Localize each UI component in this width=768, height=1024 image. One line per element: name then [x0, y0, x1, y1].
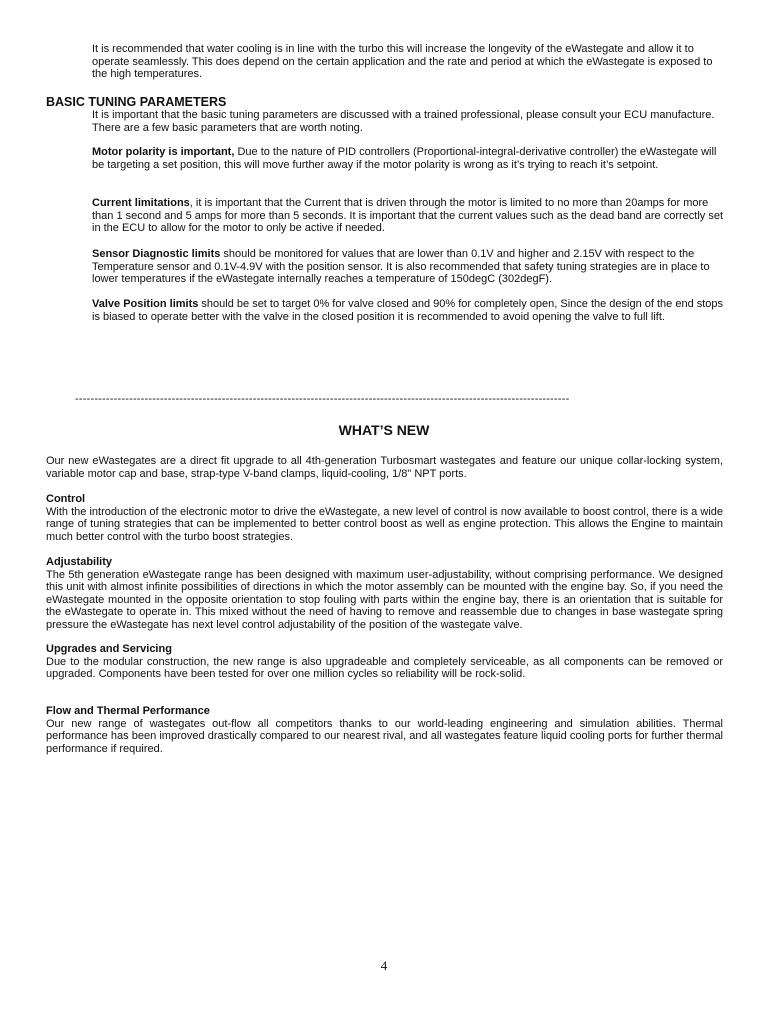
section-text: The 5th generation eWastegate range has been designed with maximum user-adjustability, without comprising performance. We designed this unit with almost infinite possibilities of directions in which the motor assembly can be mounted with the engine bay. So, if you need the eWastegate mounted in the opposite orientation to stop fouling with parts within the engine bay, there is an orientation that is suitable for the eWastegate to operate in. This mixed without the need of having to remove and reassemble due to changes in base wastegate spring pressure the eWastegate has next level control adjustability of the position of the wastegate valve. — [46, 568, 723, 631]
tuning-item-valve-position — [92, 298, 724, 323]
section-heading: Control — [46, 493, 86, 505]
tuning-item-lead: Motor polarity is important, — [92, 146, 235, 158]
section-heading: Flow and Thermal Performance — [46, 705, 210, 717]
tuning-item-lead: Current limitations — [92, 197, 190, 209]
section-heading: Upgrades and Servicing — [46, 643, 172, 655]
section-text: Our new range of wastegates out-flow all competitors thanks to our world-leading engineering and simulation abilities. Thermal performance has been improved drastically compared to our nearest rival, and all wastegates feature liquid cooling ports for further thermal performance if required. — [46, 717, 723, 755]
tuning-item-sensor-diagnostic — [92, 248, 724, 286]
whats-new-intro: Our new eWastegates are a direct fit upgrade to all 4th-generation Turbosmart wastegates and feature our unique collar-locking system, variable motor cap and base, strap-type V-band clamps, liquid-cooling, 1/8" NPT ports. — [46, 455, 723, 480]
tuning-item-text: should be set to target 0% for valve closed and 90% for completely open, Since the design of the end stops is biased to operate better with the valve in the closed position it is recommended to avoid opening the valve to full lift. — [92, 298, 724, 323]
section-control — [46, 493, 723, 543]
tuning-item-motor-polarity — [92, 146, 724, 171]
intro-paragraph: It is recommended that water cooling is in line with the turbo this will increase the longevity of the eWastegate and allow it to operate seamlessly. This does depend on the certain application and the rate and period at which the eWastegate is exposed to the high temperatures. — [92, 43, 713, 81]
section-text: With the introduction of the electronic motor to drive the eWastegate, a new level of control is now available to boost control, there is a wide range of tuning strategies that can be implemented to better control boost as well as engine protection. This allows the Engine to maintain much better control with the turbo boost strategies. — [46, 505, 723, 543]
section-text: Due to the modular construction, the new range is also upgradeable and completely serviceable, as all components can be removed or upgraded. Components have been tested for over one million cycles so reliability will be rock-solid. — [46, 655, 723, 681]
section-flow-thermal — [46, 705, 723, 755]
section-divider: -------------------------------------------------------------------------------------------------------------------------------- — [75, 393, 570, 405]
section-adjustability — [46, 556, 723, 632]
basic-tuning-intro: It is important that the basic tuning parameters are discussed with a trained professional, please consult your ECU manufacture. There are a few basic parameters that are worth noting. — [92, 109, 715, 134]
section-upgrades-servicing — [46, 643, 723, 681]
tuning-item-text: , it is important that the Current that is driven through the motor is limited to no more than 20amps for more than 1 second and 5 amps for more than 5 seconds. It is important that the current values such as the dead band are correctly set in the ECU to allow for the motor to only be active if needed. — [92, 197, 724, 235]
tuning-item-current-limitations — [92, 197, 724, 235]
tuning-item-text: should be monitored for values that are lower than 0.1V and higher and 2.15V with respect to the Temperature sensor and 0.1V-4.9V with the position sensor. It is also recommended that safety tuning strategies are in place to lower temperatures if the eWastegate internally reaches a temperature of 150degC (302degF). — [92, 248, 710, 286]
section-heading: Adjustability — [46, 556, 113, 568]
page-number: 4 — [380, 958, 388, 973]
basic-tuning-heading: BASIC TUNING PARAMETERS — [46, 95, 227, 109]
whats-new-title: WHAT’S NEW — [338, 422, 430, 438]
tuning-item-text: Due to the nature of PID controllers (Proportional-integral-derivative controller) the eWastegate will be targeting a set position, this will move further away if the motor polarity is wrong as it’s trying to reach it’s setpoint. — [92, 146, 717, 171]
tuning-item-lead: Valve Position limits — [92, 298, 199, 310]
tuning-item-lead: Sensor Diagnostic limits — [92, 248, 221, 260]
